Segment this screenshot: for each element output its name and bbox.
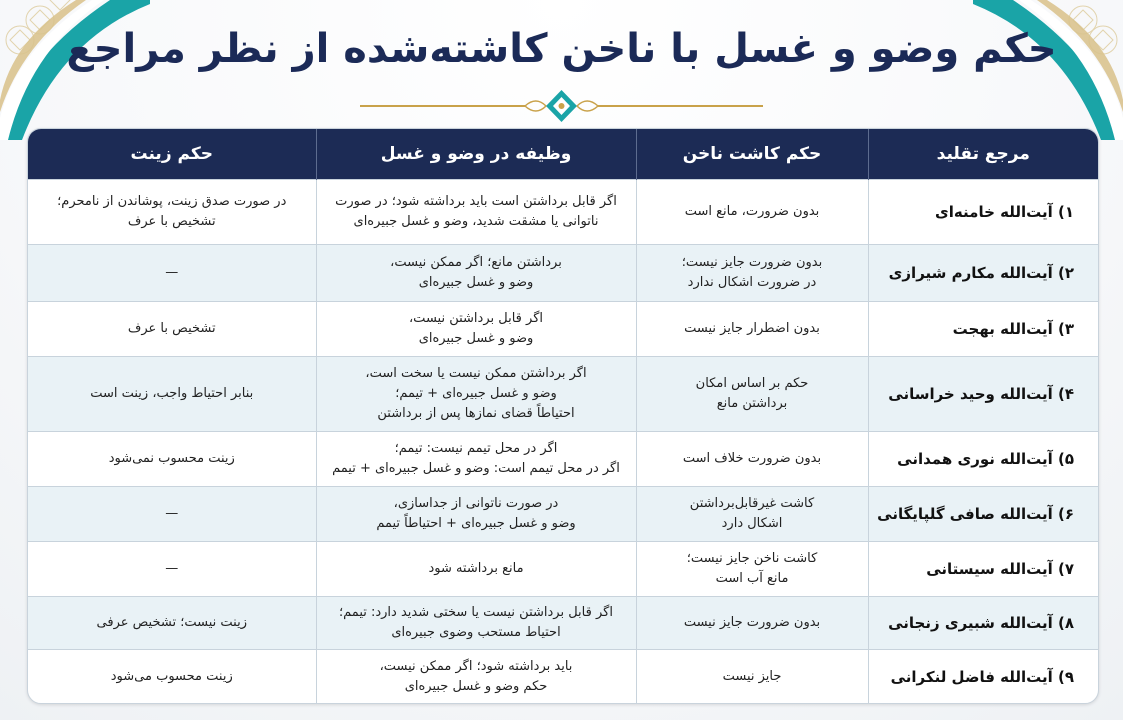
cell-cultivation-ruling	[636, 302, 868, 357]
cell-text-line: کاشت ناخن جایز نیست؛	[686, 551, 818, 566]
cell-text-line: حکم بر اساس امکان	[695, 376, 809, 391]
cell-text-line: زینت محسوب می‌شود	[110, 669, 233, 685]
cell-text-line: زینت نیست؛ تشخیص عرفی	[96, 615, 247, 630]
cell-text-line: وضو و غسل جبیره‌ای	[418, 331, 534, 346]
cell-marja-name: ۶) آیت‌الله صافی گلپایگانی	[868, 487, 1098, 542]
cell-marja-name: ۱) آیت‌الله خامنه‌ای	[868, 180, 1098, 245]
cell-zinat-ruling	[28, 650, 316, 705]
cell-text-line: در صورت صدق زینت، پوشاندن از نامحرم؛	[57, 194, 287, 209]
cell-marja-name: ۴) آیت‌الله وحید خراسانی	[868, 357, 1098, 432]
cell-cultivation-ruling	[636, 650, 868, 705]
table-row	[28, 487, 1098, 542]
cell-zinat-ruling	[28, 542, 316, 597]
header-zinat: حکم زینت	[28, 129, 316, 180]
cell-wudu-ghusl-duty	[316, 432, 636, 487]
header-duty: وظیفه در وضو و غسل	[316, 129, 636, 180]
cell-zinat-ruling	[28, 487, 316, 542]
cell-marja-name: ۵) آیت‌الله نوری همدانی	[868, 432, 1098, 487]
cell-wudu-ghusl-duty	[316, 597, 636, 650]
page-title: حکم وضو و غسل با ناخن کاشته‌شده از نظر مراجع	[66, 26, 1057, 72]
cell-wudu-ghusl-duty	[316, 542, 636, 597]
title-divider-ornament	[350, 88, 773, 124]
cell-marja-name: ۷) آیت‌الله سیستانی	[868, 542, 1098, 597]
cell-wudu-ghusl-duty	[316, 245, 636, 302]
cell-cultivation-ruling	[636, 542, 868, 597]
cell-text-line: اگر در محل تیمم است: وضو و غسل جبیره‌ای + تیمم	[332, 461, 620, 476]
cell-text-line: —	[165, 506, 179, 521]
cell-text-line: مانع آب است	[715, 571, 789, 586]
cell-text-line: برداشتن مانع؛ اگر ممکن نیست،	[390, 255, 562, 270]
cell-zinat-ruling	[28, 597, 316, 650]
cell-marja-name: ۹) آیت‌الله فاضل لنکرانی	[868, 650, 1098, 705]
cell-cultivation-ruling	[636, 597, 868, 650]
cell-marja-name: ۸) آیت‌الله شبیری زنجانی	[868, 597, 1098, 650]
cell-text-line: جایز نیست	[722, 669, 782, 685]
cell-text-line: بدون ضرورت جایز نیست؛	[681, 255, 823, 270]
table-row	[28, 432, 1098, 487]
cell-text-line: وضو و غسل جبیره‌ای	[418, 275, 534, 290]
cell-text-line: —	[165, 561, 179, 576]
cell-text-line: اگر قابل برداشتن است باید برداشته شود؛ در صورت	[335, 194, 617, 209]
table-row	[28, 245, 1098, 302]
cell-wudu-ghusl-duty	[316, 180, 636, 245]
cell-text-line: وضو و غسل جبیره‌ای + تیمم؛	[395, 386, 557, 401]
cell-text-line: بدون ضرورت جایز نیست	[683, 615, 821, 630]
cell-cultivation-ruling	[636, 245, 868, 302]
cell-text-line: بدون اضطرار جایز نیست	[684, 321, 820, 336]
cell-wudu-ghusl-duty	[316, 357, 636, 432]
cell-text-line: کاشت غیرقابل‌برداشتن	[689, 496, 815, 511]
table-row	[28, 650, 1098, 705]
cell-text-line: تشخیص با عرف	[127, 214, 216, 229]
cell-text-line: احتیاط مستحب وضوی جبیره‌ای	[391, 625, 561, 640]
table-row	[28, 302, 1098, 357]
cell-text-line: بدون ضرورت خلاف است	[682, 451, 822, 466]
header-marja: مرجع تقلید	[868, 129, 1098, 180]
cell-text-line: اگر در محل تیمم نیست: تیمم؛	[394, 441, 558, 456]
cell-marja-name: ۳) آیت‌الله بهجت	[868, 302, 1098, 357]
cell-zinat-ruling	[28, 302, 316, 357]
cell-wudu-ghusl-duty	[316, 487, 636, 542]
cell-text-line: اگر برداشتن ممکن نیست یا سخت است،	[365, 366, 587, 381]
cell-zinat-ruling	[28, 357, 316, 432]
cell-zinat-ruling	[28, 245, 316, 302]
cell-text-line: در صورت ناتوانی از جداسازی،	[393, 496, 559, 511]
cell-text-line: تشخیص با عرف	[127, 321, 216, 336]
cell-text-line: —	[165, 265, 179, 280]
cell-cultivation-ruling	[636, 180, 868, 245]
rulings-table	[27, 128, 1099, 704]
header-cultivation: حکم کاشت ناخن	[636, 129, 868, 180]
cell-text-line: بنابر احتیاط واجب، زینت است	[90, 386, 254, 401]
table-row	[28, 542, 1098, 597]
table-header-row	[28, 129, 1098, 180]
cell-text-line: بدون ضرورت، مانع است	[684, 204, 820, 219]
cell-text-line: زینت محسوب نمی‌شود	[108, 451, 235, 466]
cell-cultivation-ruling	[636, 357, 868, 432]
cell-zinat-ruling	[28, 180, 316, 245]
cell-text-line: برداشتن مانع	[716, 396, 788, 411]
table-row	[28, 597, 1098, 650]
cell-text-line: حکم وضو و غسل جبیره‌ای	[404, 679, 548, 695]
cell-text-line: ناتوانی یا مشقت شدید، وضو و غسل جبیره‌ای	[353, 214, 599, 229]
cell-text-line: باید برداشته شود؛ اگر ممکن نیست،	[379, 659, 573, 675]
cell-text-line: اشکال دارد	[721, 516, 783, 531]
table-row	[28, 357, 1098, 432]
cell-text-line: مانع برداشته شود	[428, 561, 524, 576]
cell-text-line: وضو و غسل جبیره‌ای + احتیاطاً تیمم	[376, 516, 576, 531]
cell-zinat-ruling	[28, 432, 316, 487]
cell-marja-name: ۲) آیت‌الله مکارم شیرازی	[868, 245, 1098, 302]
table-row	[28, 180, 1098, 245]
cell-text-line: در ضرورت اشکال ندارد	[687, 275, 817, 290]
cell-wudu-ghusl-duty	[316, 650, 636, 705]
cell-wudu-ghusl-duty	[316, 302, 636, 357]
cell-text-line: اگر قابل برداشتن نیست یا سختی شدید دارد: تیمم؛	[339, 605, 613, 620]
cell-cultivation-ruling	[636, 487, 868, 542]
cell-cultivation-ruling	[636, 432, 868, 487]
cell-text-line: اگر قابل برداشتن نیست،	[408, 311, 543, 326]
cell-text-line: احتیاطاً قضای نمازها پس از برداشتن	[377, 406, 575, 421]
